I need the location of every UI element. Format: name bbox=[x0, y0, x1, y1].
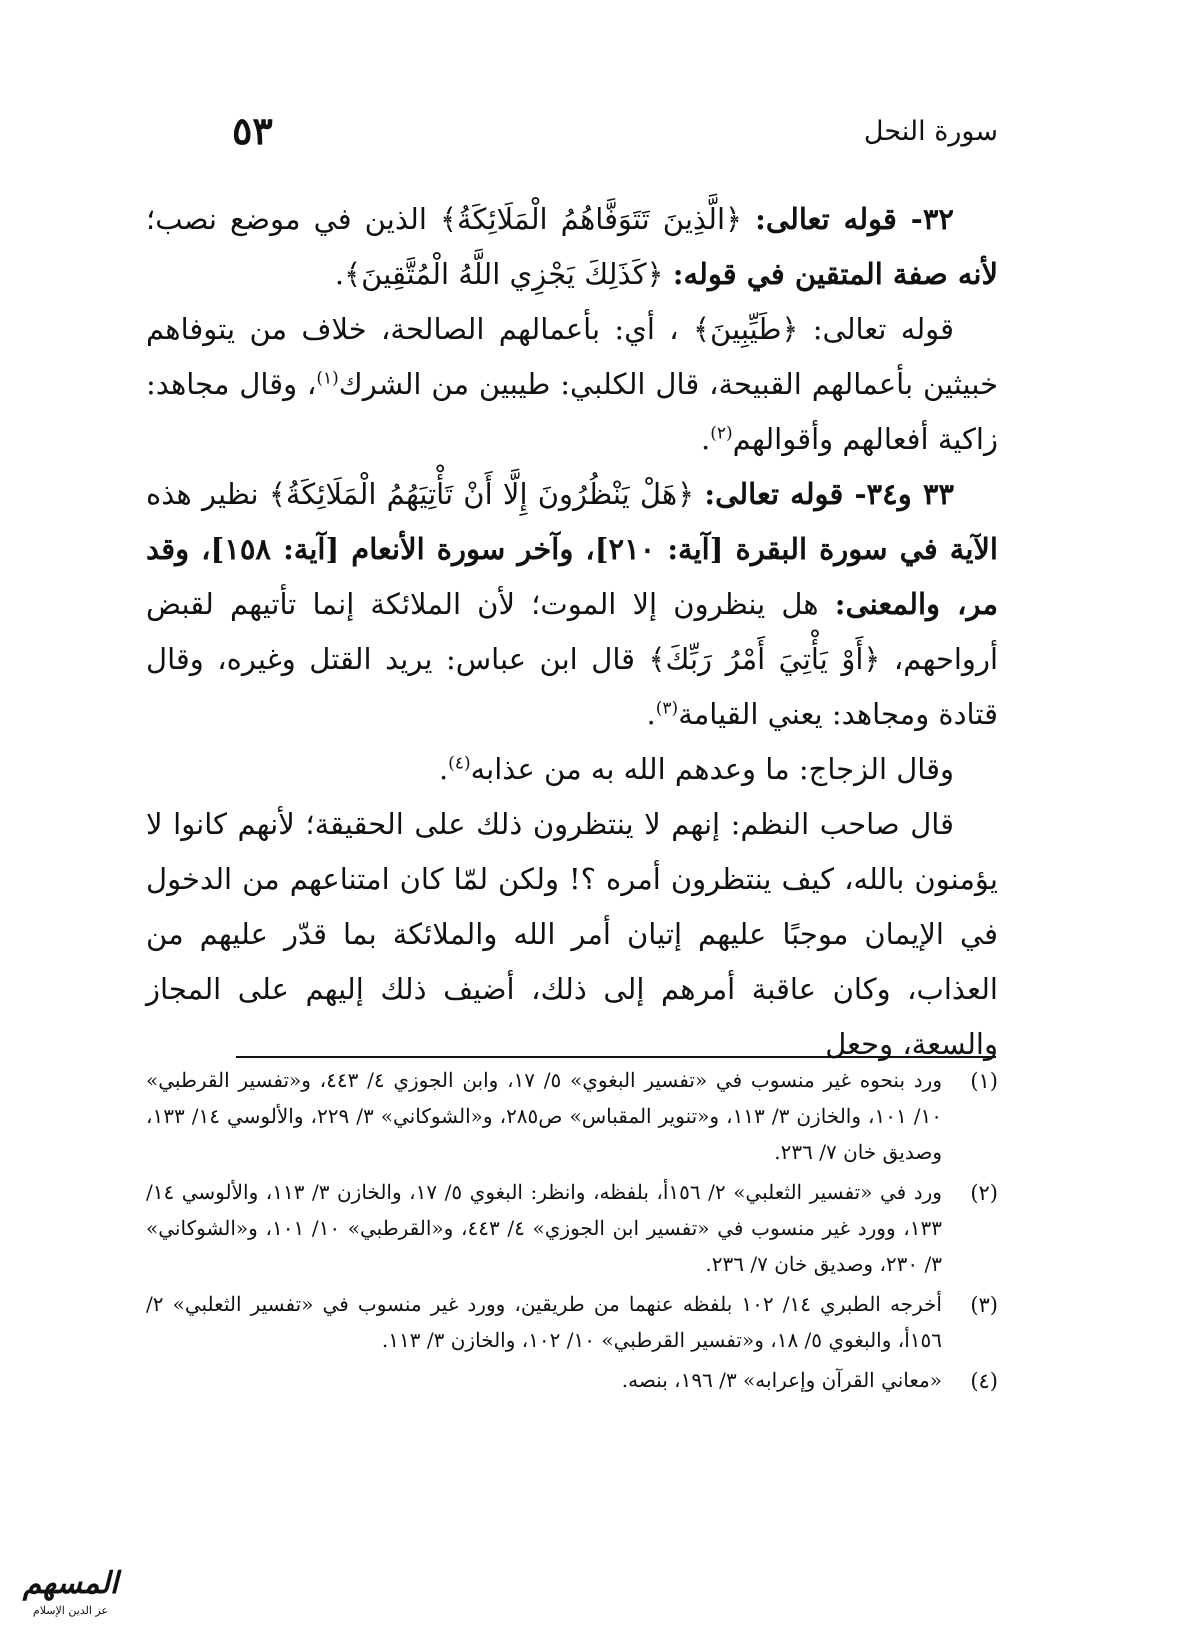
footnote-text: ورد بنحوه غير منسوب في «تفسير البغوي» ٥/ ١٧، وابن الجوزي ٤/ ٤٤٣، و«تفسير القرطبي» ١٠/ ١٠١، والخازن ٣/ ١١٣، و«تنوير المقباس» ص٢٨٥، و«الشوكاني» ٣/ ٢٢٩، والألوسي ١٤/ ١٣٣، وصديق خان ٧/ ٢٣٦. bbox=[146, 1068, 942, 1164]
footnote-text: ورد في «تفسير الثعلبي» ٢/ ١٥٦أ، بلفظه، وانظر: البغوي ٥/ ١٧، والخازن ٣/ ١١٣، والألوسي ١٤/ ١٣٣، وورد غير منسوب في «تفسير ابن الجوزي» ٤/ ٤٤٣، و«القرطبي» ١٠/ ١٠١، و«الشوكاني» ٣/ ٢٣٠، وصديق خان ٧/ ٢٣٦. bbox=[146, 1180, 942, 1276]
paragraph-text: . bbox=[334, 257, 345, 291]
footnote-text: أخرجه الطبري ١٤/ ١٠٢ بلفظه عنهما من طريقين، وورد غير منسوب في «تفسير الثعلبي» ٢/ ١٥٦أ، والبغوي ٥/ ١٨، و«تفسير القرطبي» ١٠/ ١٠٢، والخازن ٣/ ١١٣. bbox=[146, 1292, 942, 1352]
footnote bbox=[146, 1286, 998, 1358]
paragraph bbox=[146, 742, 998, 797]
quran-quote: ﴿كَذَلِكَ يَجْزِي اللَّهُ الْمُتَّقِينَ﴾ bbox=[344, 257, 664, 291]
verse-label: ٣٣ و٣٤- قوله تعالى: bbox=[704, 477, 954, 511]
footnote bbox=[146, 1362, 998, 1398]
paragraph-text: قال صاحب النظم: إنهم لا ينتظرون ذلك على الحقيقة؛ لأنهم كانوا لا يؤمنون بالله، كيف ينتظرون أمره ؟! ولكن لمّا كان امتناعهم من الدخول في الإيمان موجبًا عليهم إتيان أمر الله والملائكة بما قدّر عليهم من العذاب، وكان عاقبة أمرهم إلى ذلك، أضيف ذلك إليهم على المجاز والسعة، وجعل bbox=[146, 807, 998, 1061]
footnote-number: (٢) bbox=[970, 1181, 998, 1205]
paragraph-text: وقال الزجاج: ما وعدهم الله به من عذابه bbox=[470, 752, 954, 786]
footnote-text: «معاني القرآن وإعرابه» ٣/ ١٩٦، بنصه. bbox=[621, 1368, 942, 1392]
main-text bbox=[146, 192, 998, 1072]
paragraph-text: هل ينظرون إلا الموت؛ لأن الملائكة إنما تأتيهم لقبض أرواحهم، bbox=[146, 587, 998, 676]
paragraph-text: . bbox=[701, 422, 711, 456]
footnote-ref: (٢) bbox=[710, 423, 733, 444]
footnote-number: (١) bbox=[970, 1069, 998, 1093]
paragraph-text: . bbox=[438, 752, 449, 786]
surah-title: سورة النحل bbox=[863, 116, 998, 147]
paragraph bbox=[146, 302, 998, 467]
page-number: ٥٣ bbox=[232, 108, 273, 153]
quran-quote: ﴿طَيِّبِينَ﴾ bbox=[693, 312, 799, 346]
paragraph-text: قال ابن عباس: يريد القتل وغيره، وقال قتادة ومجاهد: يعني القيامة bbox=[146, 642, 998, 731]
paragraph-text: الآية في سورة البقرة [آية: ٢١٠]، وآخر سورة الأنعام [آية: ١٥٨]، وقد مر، والمعنى: bbox=[146, 532, 999, 621]
footnote-number: (٤) bbox=[970, 1369, 998, 1393]
paragraph-text: لأنه صفة المتقين في قوله: bbox=[672, 257, 998, 291]
quran-quote: ﴿أَوْ يَأْتِيَ أَمْرُ رَبِّكَ﴾ bbox=[648, 642, 881, 676]
verse-label: ٣٢- قوله تعالى: bbox=[755, 202, 954, 236]
paragraph-text: قوله تعالى: bbox=[812, 312, 955, 346]
paragraph-text: نظير هذه bbox=[146, 477, 259, 511]
quran-quote: ﴿هَلْ يَنْظُرُونَ إِلَّا أَنْ تَأْتِيَهُمُ الْمَلَائِكَةُ﴾ bbox=[268, 477, 695, 511]
paragraph bbox=[146, 797, 998, 1072]
paragraph bbox=[146, 467, 998, 742]
paragraph-text: الذين في موضع نصب؛ bbox=[146, 202, 427, 236]
quran-quote: ﴿الَّذِينَ تَتَوَفَّاهُمُ الْمَلَائِكَةُ﴾ bbox=[440, 202, 743, 236]
page-header bbox=[232, 108, 998, 156]
logo-subtext: عز الدين الإسلام bbox=[32, 1604, 109, 1617]
paragraph-text: ، أي: بأعمالهم الصالحة، خلاف من يتوفاهم خبيثين بأعمالهم القبيحة، قال الكلبي: طيبين من الشرك bbox=[146, 312, 998, 401]
footnote-ref: (٤) bbox=[448, 753, 471, 774]
footnote-number: (٣) bbox=[970, 1293, 998, 1317]
paragraph bbox=[146, 192, 998, 302]
footnote bbox=[146, 1062, 998, 1170]
paragraph-text: . bbox=[646, 697, 656, 731]
logo-mark: المسهم bbox=[22, 1566, 119, 1601]
paragraph-text: ، وقال مجاهد: زاكية أفعالهم وأقوالهم bbox=[146, 367, 998, 456]
footnotes bbox=[146, 1062, 998, 1402]
footnote-ref: (١) bbox=[316, 368, 339, 389]
publisher-logo bbox=[18, 1564, 123, 1632]
footnote bbox=[146, 1174, 998, 1282]
footnote-ref: (٣) bbox=[655, 698, 679, 719]
footnote-divider bbox=[236, 1056, 996, 1058]
